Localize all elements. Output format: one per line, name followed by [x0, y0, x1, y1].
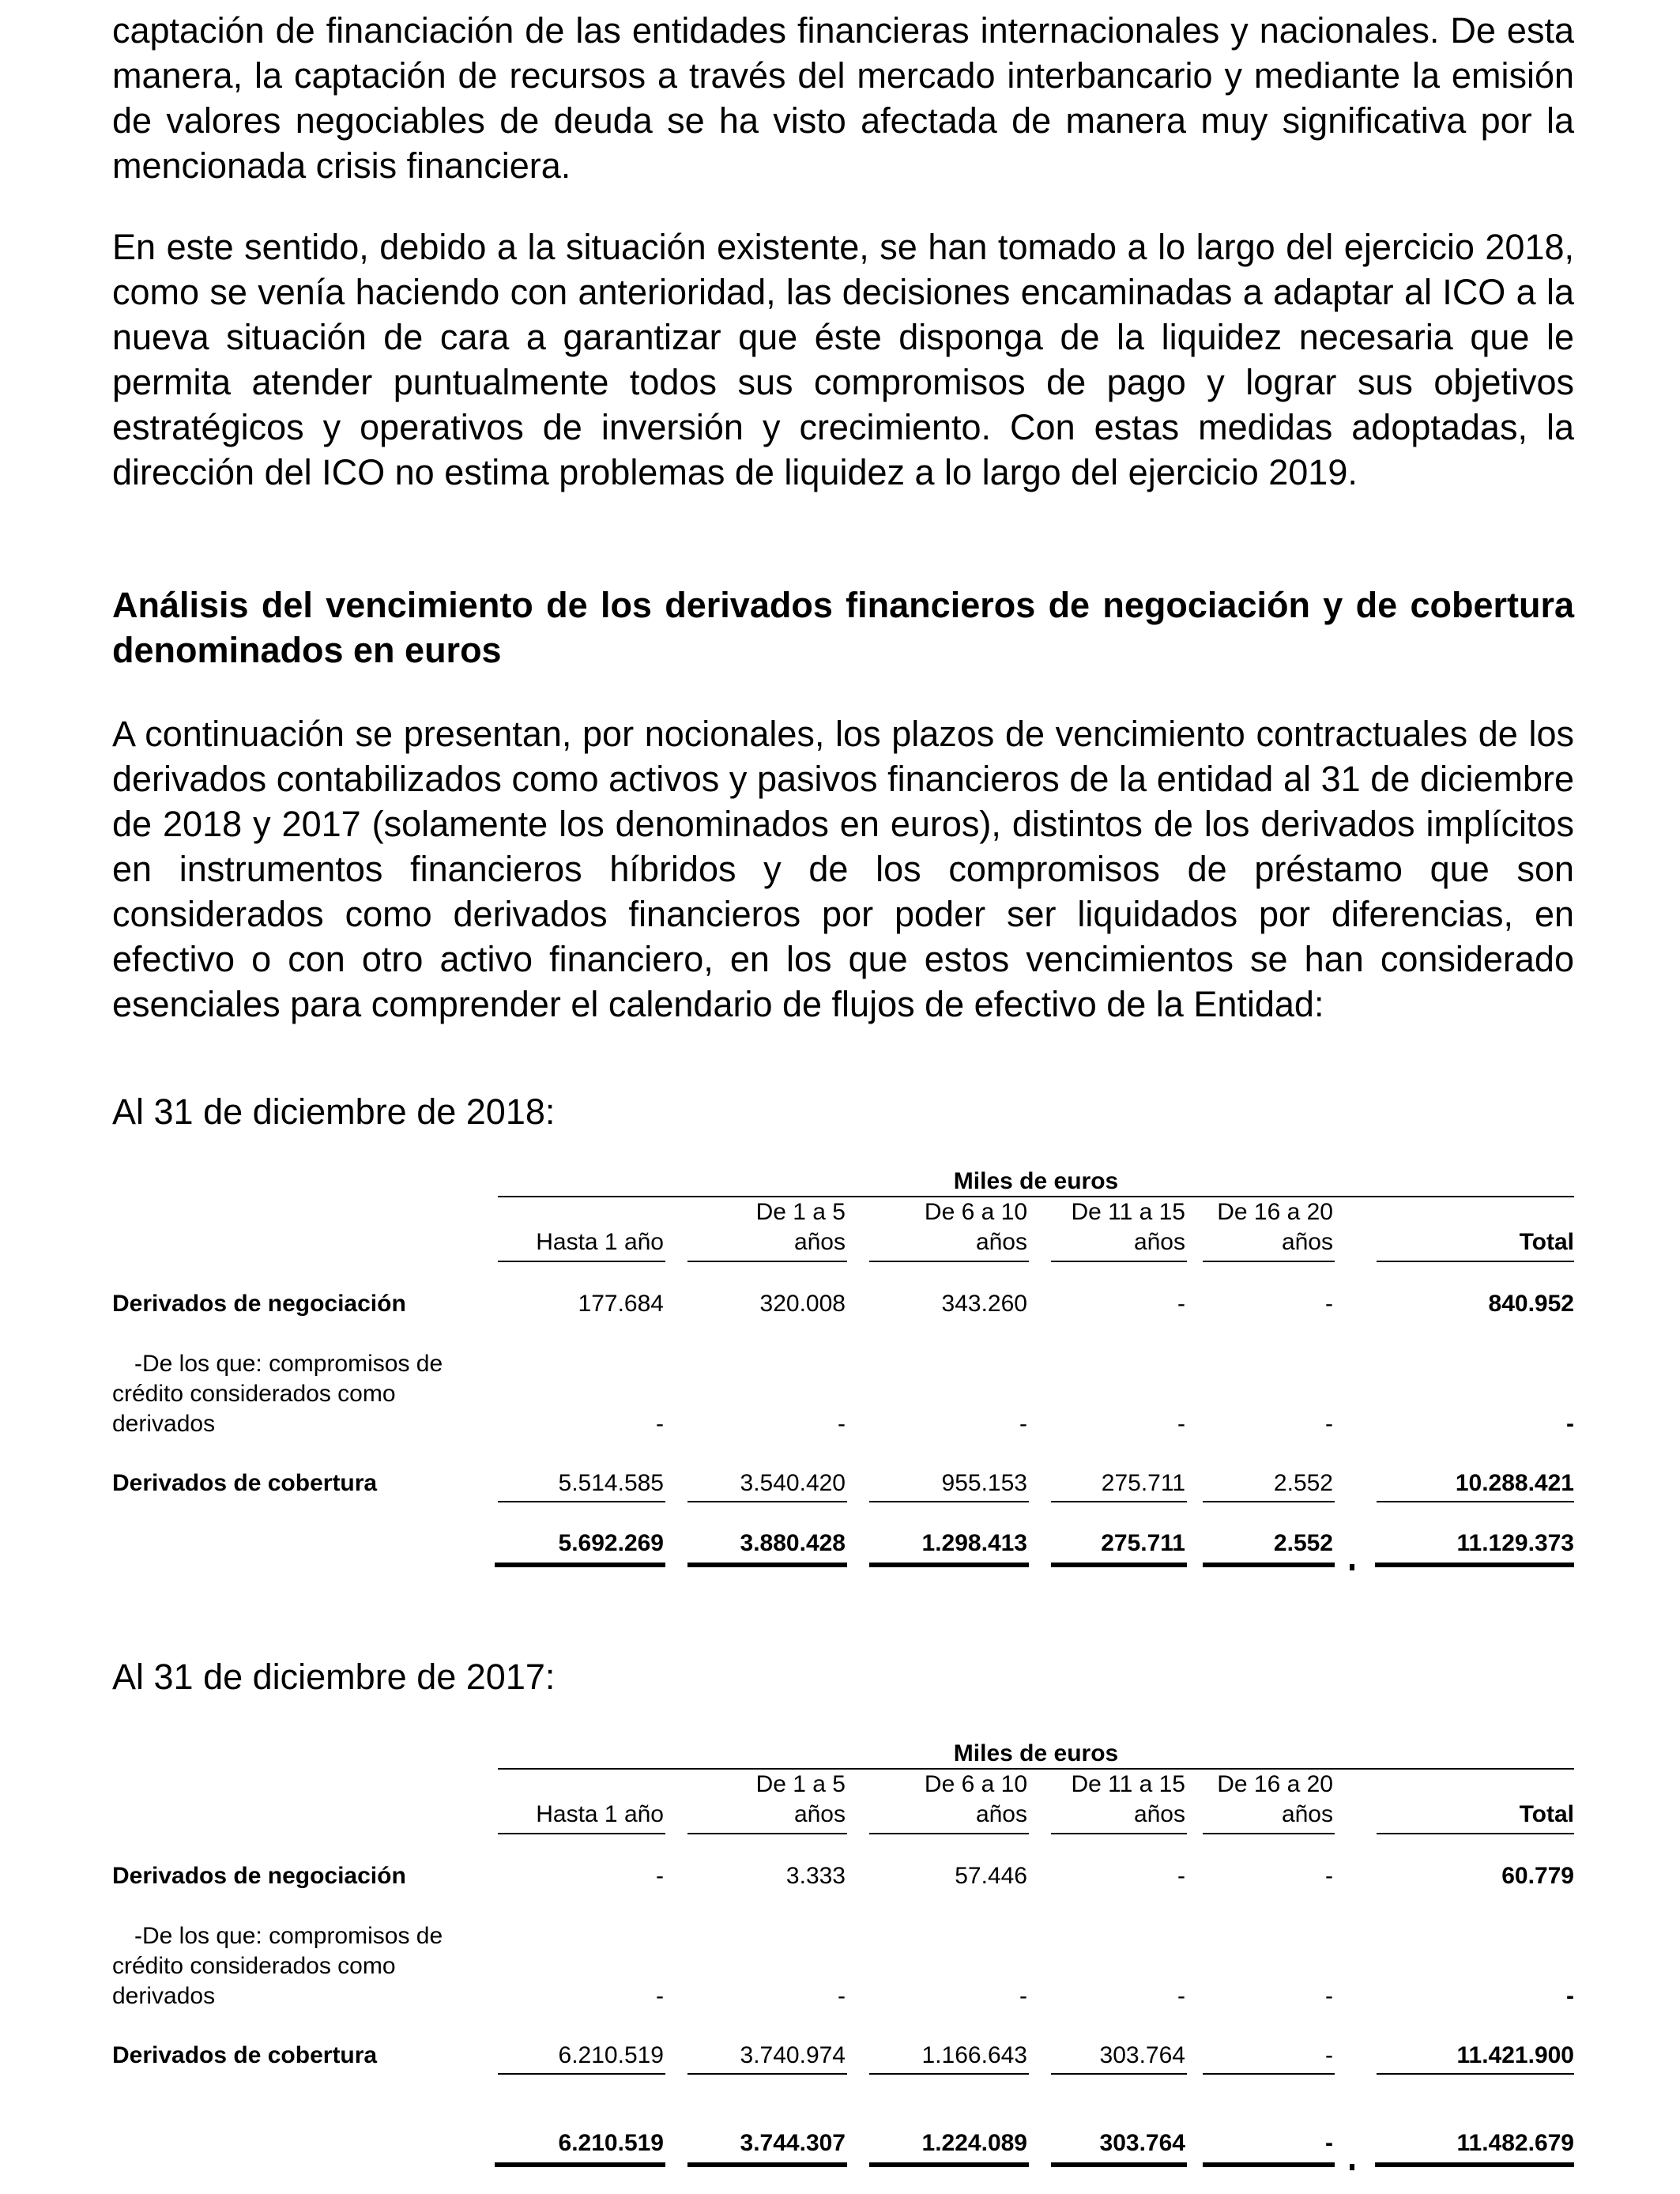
header-underline [1377, 1261, 1574, 1262]
row-label-cobertura: Derivados de cobertura [112, 1470, 378, 1496]
col-header-hasta-1: Hasta 1 año [536, 1229, 664, 1255]
table-cell: - [1177, 1411, 1185, 1437]
col-header-hasta-1: Hasta 1 año [536, 1801, 664, 1827]
header-underline [687, 1833, 847, 1834]
col-header-6-10-line1: De 6 a 10 [924, 1199, 1027, 1225]
table-unit-header: Miles de euros [498, 1740, 1574, 1770]
total-double-underline [1051, 2162, 1187, 2167]
table-cell-grand-total: 2.552 [1273, 1530, 1333, 1556]
total-double-underline [687, 2162, 847, 2167]
table-2018-title: Al 31 de diciembre de 2018: [112, 1091, 556, 1132]
table-cell: - [838, 1411, 846, 1437]
subtotal-underline [1203, 1501, 1335, 1502]
table-cell: - [1325, 1291, 1333, 1317]
table-cell-total: 840.952 [1488, 1291, 1574, 1317]
table-cell-grand-total: 11.482.679 [1456, 2130, 1574, 2156]
table-cell: - [838, 1983, 846, 2009]
table-cell: - [1177, 1863, 1185, 1889]
table-cell-total: 10.288.421 [1455, 1470, 1574, 1496]
table-cell-grand-total: 1.298.413 [921, 1530, 1027, 1556]
table-cell-grand-total: - [1325, 2130, 1333, 2156]
header-underline [1203, 1261, 1335, 1262]
total-double-underline [1051, 1563, 1187, 1567]
subtotal-underline [869, 1501, 1029, 1502]
header-underline [1051, 1833, 1187, 1834]
table-cell: - [1325, 1983, 1333, 2009]
table-cell-grand-total: 3.744.307 [740, 2130, 846, 2156]
table-cell-total: - [1566, 1983, 1574, 2009]
table-cell: 303.764 [1099, 2042, 1185, 2068]
col-header-6-10-line1: De 6 a 10 [924, 1771, 1027, 1797]
section-heading: Análisis del vencimiento de los derivados financieros de negociación y de cobertura denominados en euros [112, 585, 1574, 670]
subtotal-underline [1051, 2073, 1187, 2075]
table-cell: - [1019, 1411, 1027, 1437]
subtotal-underline [1377, 2073, 1574, 2075]
table-cell-grand-total: 3.880.428 [740, 1530, 846, 1556]
total-double-underline [1203, 1563, 1335, 1567]
table-cell-total: 11.421.900 [1456, 2042, 1574, 2068]
row-label-compromisos [112, 1921, 523, 2011]
subtotal-underline [869, 2073, 1029, 2075]
table-cell: 275.711 [1101, 1470, 1185, 1496]
col-header-11-15-line1: De 11 a 15 [1071, 1199, 1185, 1225]
table-cell: 343.260 [941, 1291, 1027, 1317]
col-header-6-10-line2: años [975, 1801, 1027, 1827]
row-label-line: crédito considerados como [112, 1953, 396, 1979]
paragraph-liquidity-measures: En este sentido, debido a la situación existente, se han tomado a lo largo del ejercicio 2018, como se venía haciendo con anterioridad, las decisiones encaminadas a adaptar al ICO a la nueva situación de cara a garantizar que éste disponga de la liquidez necesaria que le permita atender puntualmente todos sus compromisos de pago y lograr sus objetivos estratégicos y operativos de inversión y crecimiento. Con estas medidas adoptadas, la dirección del ICO no estima problemas de liquidez a lo largo del ejercicio 2019. [112, 227, 1574, 492]
table-cell: - [1325, 2042, 1333, 2068]
col-header-16-20-line1: De 16 a 20 [1217, 1199, 1333, 1225]
table-cell-grand-total: 1.224.089 [921, 2130, 1027, 2156]
separator-dot [1350, 1564, 1354, 1570]
subtotal-underline [1051, 1501, 1187, 1502]
header-underline [869, 1261, 1029, 1262]
table-cell: - [656, 1411, 664, 1437]
table-cell-grand-total: 6.210.519 [558, 2130, 664, 2156]
paragraph-derivatives-intro: A continuación se presentan, por nocionales, los plazos de vencimiento contractuales de los derivados contabilizados como activos y pasivos financieros de la entidad al 31 de diciembre de 2018 y 2017 (solamente los denominados en euros), distintos de los derivados implícitos en instrumentos financieros híbridos y de los compromisos de préstamo que son considerados como derivados financieros por poder ser liquidados por diferencias, en efectivo o con otro activo financiero, en los que estos vencimientos se han considerado esenciales para comprender el calendario de flujos de efectivo de la Entidad: [112, 714, 1574, 1024]
table-cell: 320.008 [759, 1291, 846, 1317]
maturity-table-2017 [112, 1740, 1574, 2194]
maturity-table-2018 [112, 1167, 1574, 1578]
table-cell: - [1325, 1863, 1333, 1889]
table-cell: 3.540.420 [740, 1470, 846, 1496]
row-label-line: derivados [112, 1411, 216, 1437]
col-header-16-20-line1: De 16 a 20 [1217, 1771, 1333, 1797]
row-label-negociacion: Derivados de negociación [112, 1291, 406, 1317]
table-2017-title: Al 31 de diciembre de 2017: [112, 1657, 556, 1697]
header-underline [869, 1833, 1029, 1834]
col-header-16-20-line2: años [1281, 1229, 1333, 1255]
table-cell: 3.740.974 [740, 2042, 846, 2068]
table-cell: 1.166.643 [921, 2042, 1027, 2068]
subtotal-underline [498, 2073, 665, 2075]
row-label-cobertura: Derivados de cobertura [112, 2042, 378, 2068]
table-cell: - [656, 1983, 664, 2009]
col-header-1-5-line1: De 1 a 5 [755, 1771, 846, 1797]
subtotal-underline [1203, 2073, 1335, 2075]
subtotal-underline [687, 2073, 847, 2075]
header-underline [1377, 1833, 1574, 1834]
row-label-line: -De los que: compromisos de [134, 1923, 443, 1949]
row-label-line: crédito considerados como [112, 1381, 396, 1407]
table-cell: 6.210.519 [558, 2042, 664, 2068]
table-cell: - [1325, 1411, 1333, 1437]
row-label-negociacion: Derivados de negociación [112, 1863, 406, 1889]
table-cell-grand-total: 5.692.269 [558, 1530, 664, 1556]
col-header-total: Total [1519, 1801, 1574, 1827]
total-double-underline [869, 1563, 1029, 1567]
subtotal-underline [498, 1501, 665, 1502]
subtotal-underline [1377, 1501, 1574, 1502]
header-underline [498, 1833, 665, 1834]
col-header-16-20-line2: años [1281, 1801, 1333, 1827]
col-header-total: Total [1519, 1229, 1574, 1255]
total-double-underline [495, 1563, 665, 1567]
subtotal-underline [687, 1501, 847, 1502]
table-cell-grand-total: 303.764 [1099, 2130, 1185, 2156]
row-label-line: -De los que: compromisos de [134, 1351, 443, 1377]
table-cell: - [656, 1863, 664, 1889]
table-cell: 2.552 [1273, 1470, 1333, 1496]
row-label-line: derivados [112, 1983, 216, 2009]
table-cell-grand-total: 275.711 [1101, 1530, 1185, 1556]
table-unit-header: Miles de euros [498, 1167, 1574, 1197]
table-cell: 5.514.585 [558, 1470, 664, 1496]
total-double-underline [869, 2162, 1029, 2167]
paragraph-intro: captación de financiación de las entidades financieras internacionales y nacionales. De esta manera, la captación de recursos a través del mercado interbancario y mediante la emisión de valores negociables de deuda se ha visto afectada de manera muy significativa por la mencionada crisis financiera. [112, 10, 1574, 186]
total-double-underline [1375, 2162, 1574, 2167]
col-header-1-5-line1: De 1 a 5 [755, 1199, 846, 1225]
separator-dot [1350, 2164, 1354, 2170]
table-cell-total: 60.779 [1501, 1863, 1574, 1889]
total-double-underline [1375, 1563, 1574, 1567]
table-cell: 955.153 [941, 1470, 1027, 1496]
col-header-1-5-line2: años [793, 1801, 846, 1827]
table-cell-total: - [1566, 1411, 1574, 1437]
table-cell: - [1019, 1983, 1027, 2009]
col-header-11-15-line2: años [1133, 1229, 1185, 1255]
table-cell: - [1177, 1983, 1185, 2009]
col-header-11-15-line2: años [1133, 1801, 1185, 1827]
col-header-11-15-line1: De 11 a 15 [1071, 1771, 1185, 1797]
header-underline [687, 1261, 847, 1262]
table-cell: 177.684 [578, 1291, 664, 1317]
header-underline [1203, 1833, 1335, 1834]
total-double-underline [1203, 2162, 1335, 2167]
total-double-underline [687, 1563, 847, 1567]
header-underline [498, 1261, 665, 1262]
col-header-1-5-line2: años [793, 1229, 846, 1255]
total-double-underline [495, 2162, 665, 2167]
header-underline [1051, 1261, 1187, 1262]
col-header-6-10-line2: años [975, 1229, 1027, 1255]
table-cell: 3.333 [785, 1863, 846, 1889]
table-cell: - [1177, 1291, 1185, 1317]
table-cell: 57.446 [955, 1863, 1027, 1889]
row-label-compromisos [112, 1349, 523, 1439]
table-cell-grand-total: 11.129.373 [1456, 1530, 1574, 1556]
